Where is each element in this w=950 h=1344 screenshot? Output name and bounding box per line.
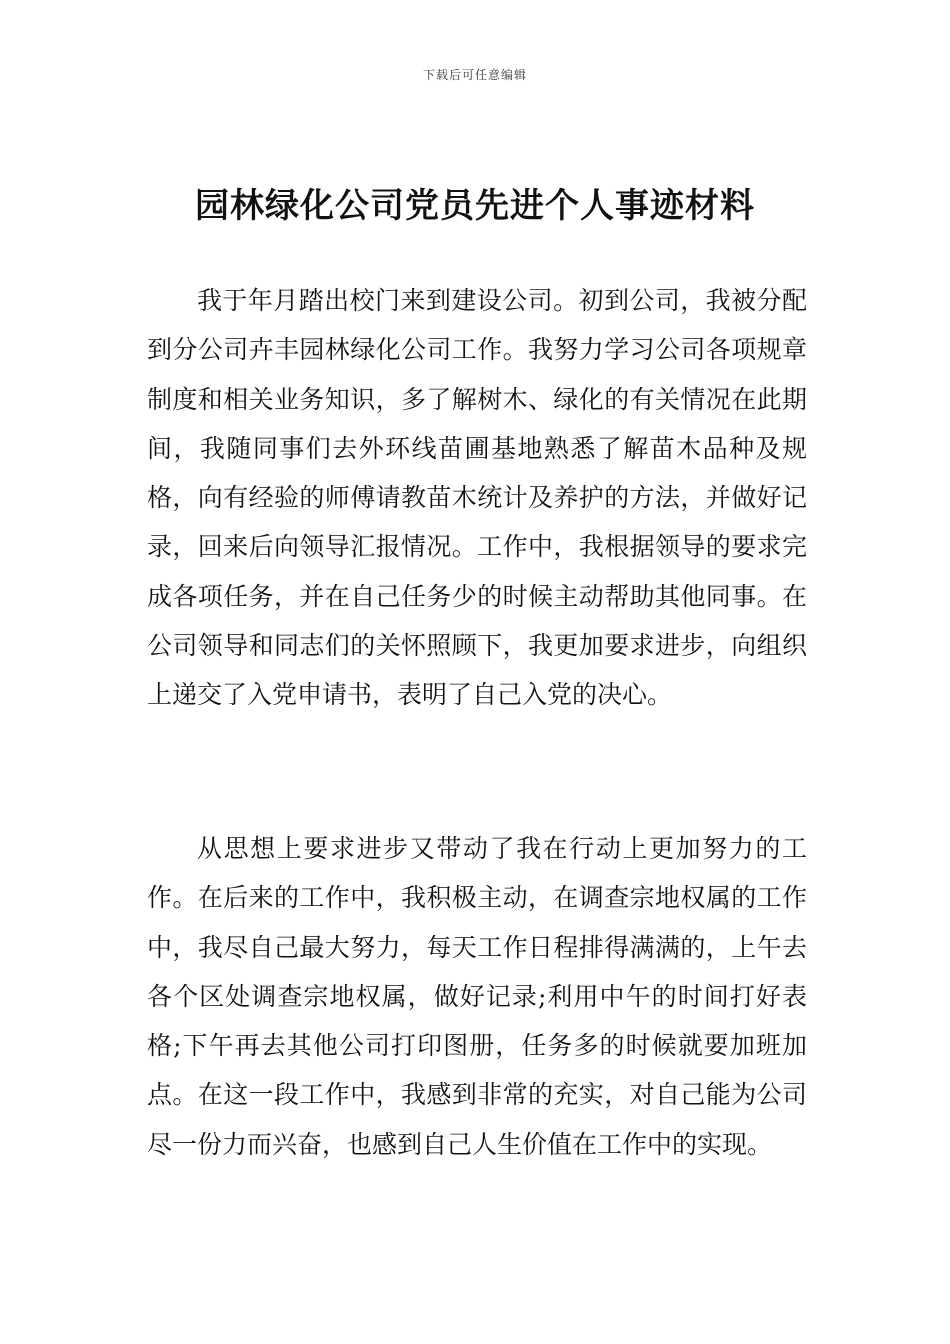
body-paragraph-2: 从思想上要求进步又带动了我在行动上更加努力的工作。在后来的工作中，我积极主动，在调查宗地权属的工作中，我尽自己最大努力，每天工作日程排得满满的，上午去各个区处调查宗地权属，做好记录;利用中午的时间打好表格;下午再去其他公司打印图册，任务多的时候就要加班加点。在这一段工作中，我感到非常的充实，对自己能为公司尽一份力而兴奋，也感到自己人生价值在工作中的实现。 bbox=[147, 834, 807, 1159]
body-paragraph-1: 我于年月踏出校门来到建设公司。初到公司，我被分配到分公司卉丰园林绿化公司工作。我努力学习公司各项规章制度和相关业务知识，多了解树木、绿化的有关情况在此期间，我随同事们去外环线苗圃基地熟悉了解苗木品种及规格，向有经验的师傅请教苗木统计及养护的方法，并做好记录，回来后向领导汇报情况。工作中，我根据领导的要求完成各项任务，并在自己任务少的时候主动帮助其他同事。在公司领导和同志们的关怀照顾下，我更加要求进步，向组织上递交了入党申请书，表明了自己入党的决心。 bbox=[147, 286, 807, 710]
document-title: 园林绿化公司党员先进个人事迹材料 bbox=[195, 186, 755, 226]
header-note: 下载后可任意编辑 bbox=[422, 68, 527, 82]
